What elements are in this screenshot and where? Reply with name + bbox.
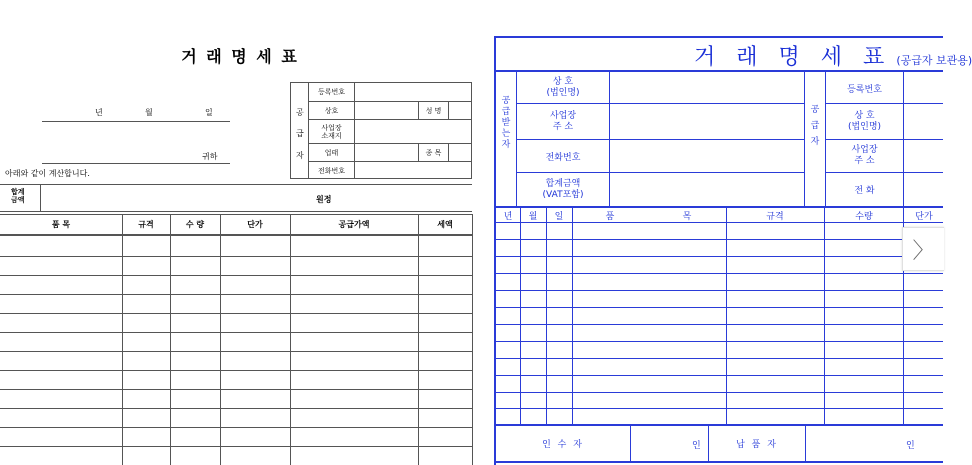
supplier-row-name: 상호 xyxy=(324,106,339,115)
supplier-item-label: 종 목 xyxy=(425,148,442,157)
footer-deliverer-seal: 인 xyxy=(906,441,915,451)
table-row xyxy=(494,256,943,257)
supplier-row-regno: 등록번호 xyxy=(847,84,882,95)
total-unit: 원정 xyxy=(316,195,332,204)
header-qty: 수 량 xyxy=(185,219,205,229)
table-row xyxy=(0,332,472,333)
supplier-row-phone: 전화번호 xyxy=(317,166,346,175)
header-day: 일 xyxy=(554,211,564,222)
table-row xyxy=(0,389,472,390)
header-qty: 수량 xyxy=(855,211,873,222)
supplier-row-address: 사업장 소재지 xyxy=(321,123,342,140)
supplier-row-address: 사업장 주 소 xyxy=(851,145,878,166)
right-title: 거 래 명 세 표 xyxy=(694,45,892,70)
table-row xyxy=(494,324,943,325)
supplier-v1: 공 xyxy=(296,108,304,117)
footer-receiver-label: 인 수 자 xyxy=(542,440,584,450)
date-underline xyxy=(42,121,230,122)
table-row xyxy=(494,290,943,291)
chevron-right-icon: 〉 xyxy=(912,238,935,264)
table-row xyxy=(494,341,943,342)
table-row xyxy=(0,351,472,352)
supplier-row-name: 상 호 (법인명) xyxy=(847,110,882,132)
table-row xyxy=(494,273,943,274)
buyer-row-name: 상 호 (법인명) xyxy=(546,77,580,98)
table-row xyxy=(494,307,943,308)
buyer-vertical-label: 공 급 받 는 자 xyxy=(501,96,511,150)
date-month-label: 월 xyxy=(145,108,153,117)
table-row xyxy=(0,408,472,409)
table-row xyxy=(0,370,472,371)
footer-deliverer-label: 납 품 자 xyxy=(736,440,778,450)
table-row xyxy=(0,446,472,447)
header-item-2: 목 xyxy=(682,211,692,222)
table-row xyxy=(494,358,943,359)
table-row xyxy=(494,408,943,409)
table-row xyxy=(0,256,472,257)
left-title: 거 래 명 세 표 xyxy=(181,46,299,66)
notice-text: 아래와 같이 계산합니다. xyxy=(5,169,90,178)
supplier-v3: 자 xyxy=(296,151,304,160)
supplier-v2: 급 xyxy=(296,129,304,138)
next-image-button[interactable] xyxy=(902,227,944,271)
header-supply-amount: 공급가액 xyxy=(338,219,370,229)
buyer-row-phone: 전화번호 xyxy=(545,152,581,163)
header-unit-price: 단가 xyxy=(915,211,933,222)
recipient-underline xyxy=(42,163,230,164)
table-row xyxy=(0,427,472,428)
table-row xyxy=(494,375,943,376)
header-item: 품 목 xyxy=(51,219,71,229)
header-item-1: 품 xyxy=(605,211,615,222)
header-month: 월 xyxy=(528,211,538,222)
supplier-row-regno: 등록번호 xyxy=(317,88,346,96)
table-row xyxy=(0,313,472,314)
supplier-row-business: 업태 xyxy=(324,148,339,157)
header-unit-price: 단가 xyxy=(247,219,263,229)
supplier-row-phone: 전 화 xyxy=(854,186,875,196)
table-row xyxy=(494,239,943,240)
table-row xyxy=(494,392,943,393)
total-label: 합계 금액 xyxy=(11,188,25,204)
right-invoice-form xyxy=(494,36,972,465)
header-spec: 규격 xyxy=(766,211,784,222)
supplier-name-label: 성 명 xyxy=(425,106,442,115)
date-year-label: 년 xyxy=(95,108,103,117)
table-row xyxy=(0,275,472,276)
header-spec: 규격 xyxy=(138,219,154,229)
right-title-wrap xyxy=(694,40,972,70)
footer-receiver-seal: 인 xyxy=(692,441,701,451)
buyer-row-total: 합계금액 (VAT포함) xyxy=(542,178,584,200)
supplier-vertical-label: 공 급 자 xyxy=(810,105,820,147)
header-year: 년 xyxy=(503,211,513,222)
recipient-suffix: 귀하 xyxy=(202,152,218,161)
table-row xyxy=(0,294,472,295)
right-title-suffix: (공급자 보관용) xyxy=(896,54,972,67)
buyer-row-address: 사업장 주 소 xyxy=(549,110,577,132)
date-day-label: 일 xyxy=(205,108,213,117)
total-row xyxy=(0,184,472,212)
header-tax: 세액 xyxy=(437,219,453,229)
